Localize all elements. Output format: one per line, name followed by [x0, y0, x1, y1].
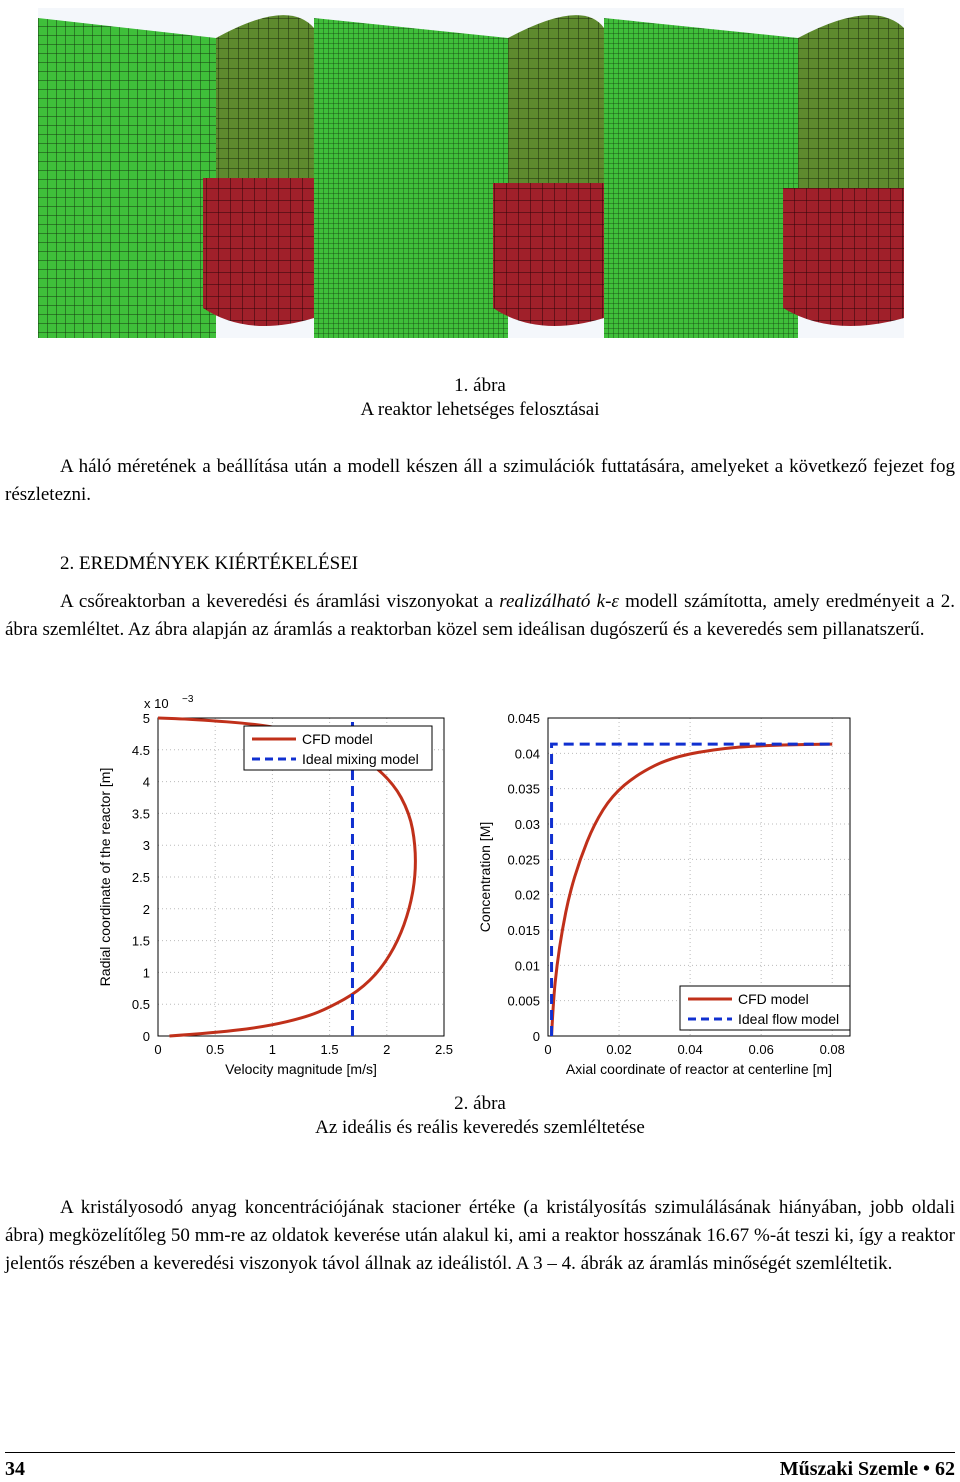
- y-tick-label: 0.005: [507, 993, 540, 1009]
- section-paragraph-italic: realizálható k-ε: [499, 591, 619, 612]
- y-tick-label: 1.5: [131, 933, 150, 949]
- concentration-chart: [470, 690, 880, 1080]
- y-tick-label: 5: [142, 711, 150, 726]
- y-tick-label: 3: [142, 838, 150, 854]
- y-tick-label: 0.025: [507, 852, 540, 868]
- y-tick-label: 4.5: [131, 742, 150, 758]
- intro-paragraph: A háló méretének a beállítása után a modell készen áll a szimulációk futtatására, amelyeket a következő fejezet fog részletezni.: [5, 456, 955, 505]
- figure-2-number: 2. ábra: [454, 1093, 506, 1114]
- y-tick-label: 0: [532, 1029, 540, 1044]
- x-axis-label: Velocity magnitude [m/s]: [225, 1061, 377, 1077]
- x-tick-label: 2.5: [434, 1042, 454, 1057]
- figure-2-caption: Az ideális és reális keveredés szemléltetése: [315, 1117, 645, 1138]
- x-tick-label: 1: [268, 1042, 277, 1057]
- journal-name: Műszaki Szemle • 62: [779, 1458, 955, 1480]
- velocity-profile-chart: [90, 690, 470, 1080]
- x-tick-label: 0: [544, 1042, 552, 1057]
- y-tick-label: 3.5: [131, 806, 150, 822]
- y-tick-label: 0.045: [507, 711, 540, 726]
- y-axis-multiplier-exponent: −3: [182, 694, 194, 705]
- y-tick-label: 2.5: [131, 870, 150, 885]
- mesh-panel-3: [604, 15, 904, 338]
- mesh-panel-1: [38, 15, 314, 338]
- y-tick-label: 0.01: [514, 958, 540, 974]
- y-tick-label: 0.04: [514, 746, 540, 762]
- y-axis-label: Radial coordinate of the reactor [m]: [97, 767, 113, 987]
- x-tick-label: 0.5: [206, 1042, 225, 1057]
- legend-label: Ideal mixing model: [302, 751, 419, 767]
- y-tick-label: 0.035: [507, 781, 540, 797]
- velocity-profile-svg: [90, 690, 470, 1080]
- y-tick-label: 0.02: [514, 887, 540, 903]
- x-tick-label: 0.06: [748, 1042, 774, 1057]
- legend-label: Ideal flow model: [738, 1011, 840, 1027]
- mesh-panel-2: [314, 15, 604, 338]
- section-paragraph: [5, 588, 955, 644]
- y-tick-label: 4: [142, 774, 150, 790]
- x-tick-label: 0.08: [819, 1042, 845, 1057]
- legend-label: CFD model: [738, 991, 809, 1007]
- x-tick-label: 0: [154, 1042, 162, 1057]
- reactor-mesh-figure: [38, 8, 904, 338]
- x-tick-label: 1.5: [320, 1042, 339, 1057]
- concentration-svg: [470, 690, 880, 1080]
- footer-rule: [5, 1452, 955, 1453]
- y-tick-label: 0.03: [514, 817, 540, 832]
- y-tick-label: 2: [142, 901, 150, 917]
- y-tick-label: 1: [142, 965, 150, 981]
- y-axis-label: Concentration [M]: [477, 821, 493, 933]
- figure-1-number: 1. ábra: [454, 375, 506, 396]
- y-axis-multiplier: x 10: [144, 696, 169, 711]
- closing-paragraph: A kristályosodó anyag koncentrációjának stacioner értéke (a kristályosítás szimulálásának hiányában, jobb oldali ábra) megközelítőleg 50 mm-re az oldatok keverése után alakul ki, ami a reaktor hosszának 16.67 %-át teszi ki, így a reaktor jelentős részében a keveredési viszonyok távol állnak az ideálistól. A 3 – 4. ábrák az áramlás minőségét szemléltetik.: [5, 1197, 955, 1274]
- x-tick-label: 0.04: [677, 1042, 703, 1057]
- figure-1-caption: A reaktor lehetséges felosztásai: [360, 399, 600, 420]
- legend-label: CFD model: [302, 731, 373, 747]
- x-tick-label: 0.02: [606, 1042, 632, 1057]
- section-paragraph-a: A csőreaktorban a keveredési és áramlási viszonyokat a: [60, 591, 500, 612]
- section-heading: 2. EREDMÉNYEK KIÉRTÉKELÉSEI: [60, 553, 359, 574]
- y-tick-label: 0.5: [131, 997, 150, 1013]
- y-tick-label: 0.015: [507, 923, 540, 938]
- x-tick-label: 2: [383, 1042, 391, 1057]
- y-tick-label: 0: [142, 1029, 150, 1044]
- page-number: 34: [5, 1458, 25, 1480]
- x-axis-label: Axial coordinate of reactor at centerline [m]: [565, 1061, 833, 1077]
- section-paragraph-b: modell számította, amely eredményeit a 2. ábra szemléltet. Az ábra alapján az áramlás a reaktorban közel sem ideálisan dugószerű és a keveredés sem pillanatszerű.: [5, 591, 955, 640]
